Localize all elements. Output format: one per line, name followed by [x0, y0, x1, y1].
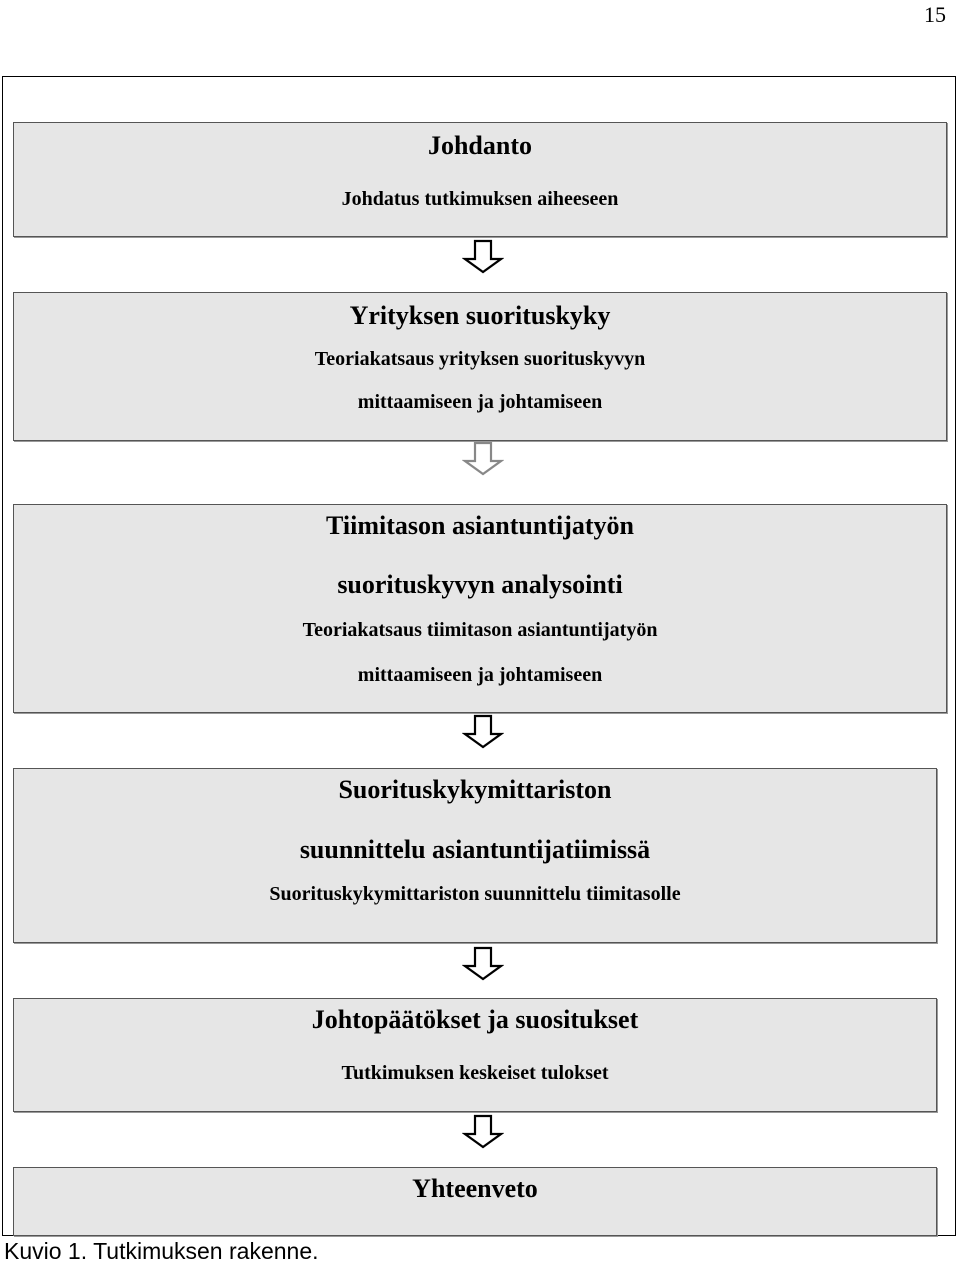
stage-title: suorituskyvyn analysointi [337, 570, 623, 599]
stage-subtitle: Johdatus tutkimuksen aiheeseen [341, 188, 619, 210]
stage-subtitle: mittaamiseen ja johtamiseen [357, 391, 603, 413]
down-arrow-icon [462, 239, 504, 275]
stage-title: Yhteenveto [412, 1174, 538, 1203]
stage-title: suunnittelu asiantuntijatiimissä [299, 835, 651, 864]
stage-subtitle: Teoriakatsaus yrityksen suorituskyvyn [314, 348, 646, 370]
stage-title: Tiimitason asiantuntijatyön [326, 511, 634, 540]
stage-title: Johtopäätökset ja suositukset [311, 1005, 639, 1034]
stage-tiimitason-analysointi [13, 504, 947, 713]
stage-subtitle: Suorituskykymittariston suunnittelu tiimitasolle [269, 883, 681, 905]
figure-caption: Kuvio 1. Tutkimuksen rakenne. [4, 1238, 319, 1264]
stage-subtitle: Teoriakatsaus tiimitason asiantuntijatyön [302, 619, 658, 641]
page-number: 15 [924, 2, 946, 27]
down-arrow-icon [462, 714, 504, 750]
down-arrow-icon [462, 441, 504, 477]
down-arrow-icon [462, 946, 504, 982]
stage-suorituskykymittariston-suunnittelu [13, 768, 937, 943]
stage-title: Johdanto [427, 131, 533, 160]
stage-yhteenveto [13, 1167, 937, 1236]
stage-subtitle: Tutkimuksen keskeiset tulokset [341, 1062, 609, 1084]
stage-title: Suorituskykymittariston [338, 775, 612, 804]
stage-title: Yrityksen suorituskyky [349, 301, 611, 330]
stage-johdanto [13, 122, 947, 237]
stage-yrityksen-suorituskyky [13, 292, 947, 441]
stage-subtitle: mittaamiseen ja johtamiseen [357, 664, 603, 686]
down-arrow-icon [462, 1114, 504, 1150]
stage-johtopaatokset [13, 998, 937, 1112]
